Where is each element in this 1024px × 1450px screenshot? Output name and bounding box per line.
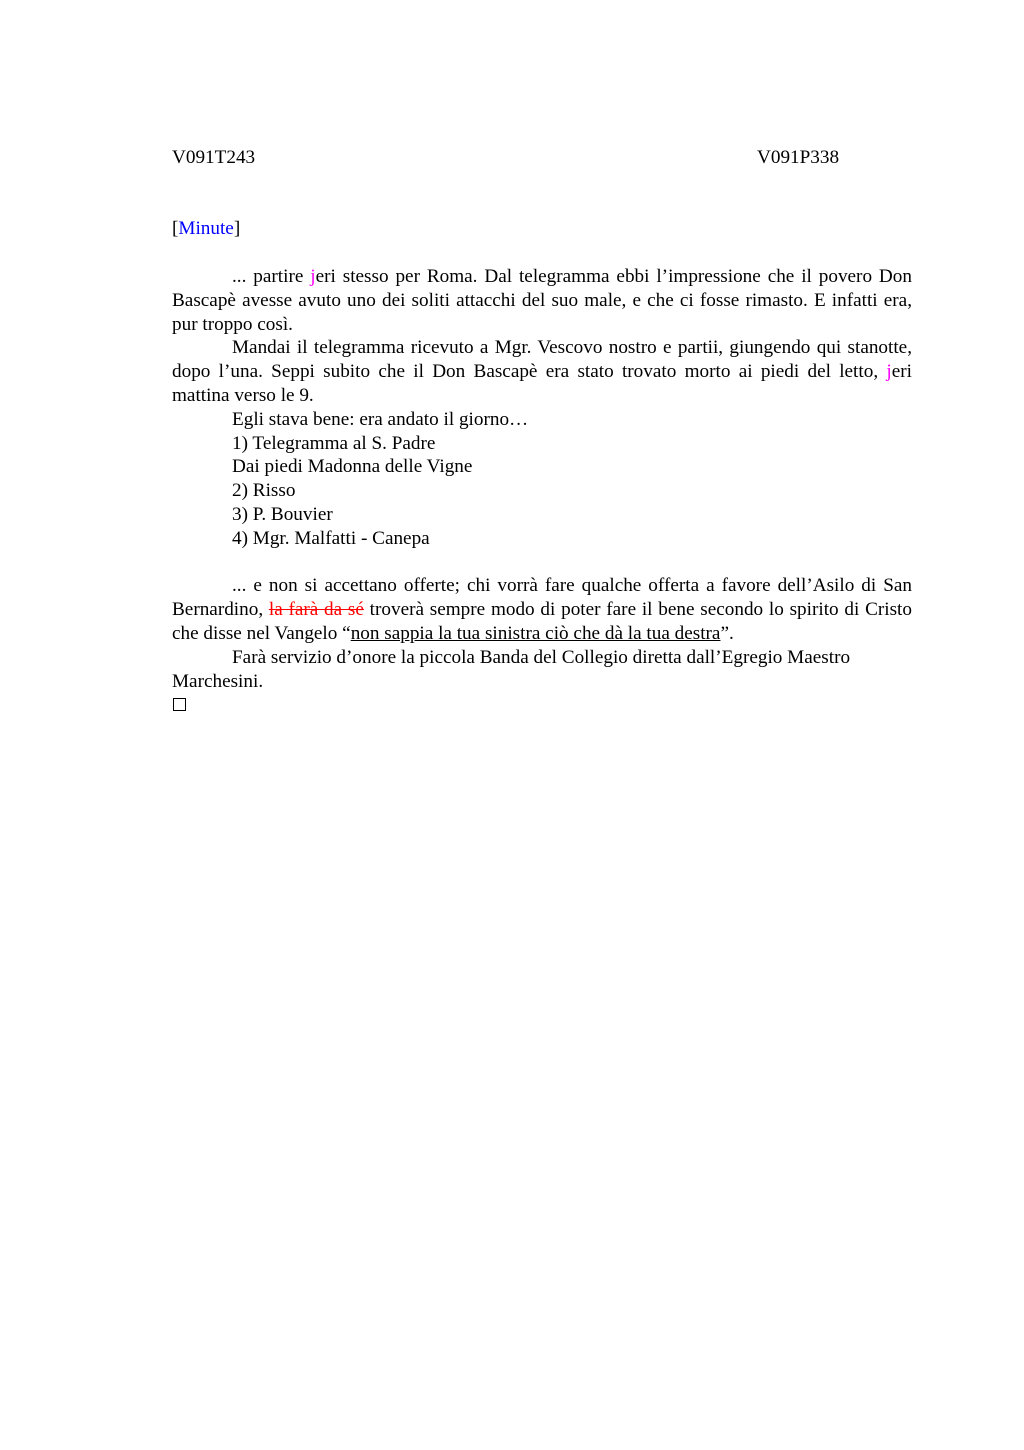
correction-mark: j	[310, 266, 316, 287]
document-reference-left: V091T243	[172, 147, 256, 168]
paragraph-text: eri mattina verso le 9.	[172, 361, 912, 406]
list-line: 4) Mgr. Malfatti - Canepa	[232, 527, 430, 549]
correction-mark: j	[886, 361, 892, 383]
list-line: 1) Telegramma al S. Padre	[232, 432, 436, 454]
paragraph-band: Farà servizio d’onore la piccola Banda del Collegio diretta dall’Egregio Maestro Marchesini.	[172, 646, 851, 692]
paragraph-text: Mandai il telegramma ricevuto a Mgr. Vescovo nostro e partii, giungendo qui stanotte, dopo l’una. Seppi subito che il Don Bascapè era stato trovato morto ai piedi del letto,	[172, 337, 912, 383]
list-line: 2) Risso	[232, 480, 296, 502]
paragraph-text: ... partire	[232, 266, 311, 287]
minute-bracket-close: ]	[233, 218, 241, 239]
square-outline-icon	[173, 698, 186, 711]
paragraph-departure	[172, 265, 912, 336]
letter-body	[172, 265, 912, 711]
underlined-quote: non sappia la tua sinistra ciò che dà la tua destra	[350, 622, 721, 644]
minute-bracket-open: [	[172, 218, 179, 239]
deleted-text: la farà da sé	[268, 599, 364, 621]
paragraph-arrival	[172, 336, 912, 407]
paragraph-text: troverà sempre modo di poter fare il bene secondo lo spirito di Cristo che disse nel Vangelo “	[172, 599, 912, 644]
list-line: Egli stava bene: era andato il giorno…	[232, 408, 529, 430]
paragraph-text: ... e non si accettano offerte; chi vorrà fare qualche offerta a favore dell’Asilo di San Bernardino,	[172, 575, 912, 621]
paragraph-text: eri stesso per Roma. Dal telegramma ebbi l’impressione che il povero Don Bascapè avesse avuto uno dei soliti attacchi del suo male, e che ci fosse rimasto. E infatti era, pur troppo così.	[172, 266, 912, 335]
minute-label: Minute	[178, 218, 234, 239]
list-line: Dai piedi Madonna delle Vigne	[232, 456, 473, 478]
list-line: 3) P. Bouvier	[232, 503, 333, 525]
minute-heading	[172, 217, 240, 241]
paragraph-text: ”.	[720, 622, 734, 644]
document-reference-right: V091P338	[757, 147, 840, 168]
paragraph-offerings	[172, 574, 912, 645]
paragraph-gap	[172, 551, 912, 575]
